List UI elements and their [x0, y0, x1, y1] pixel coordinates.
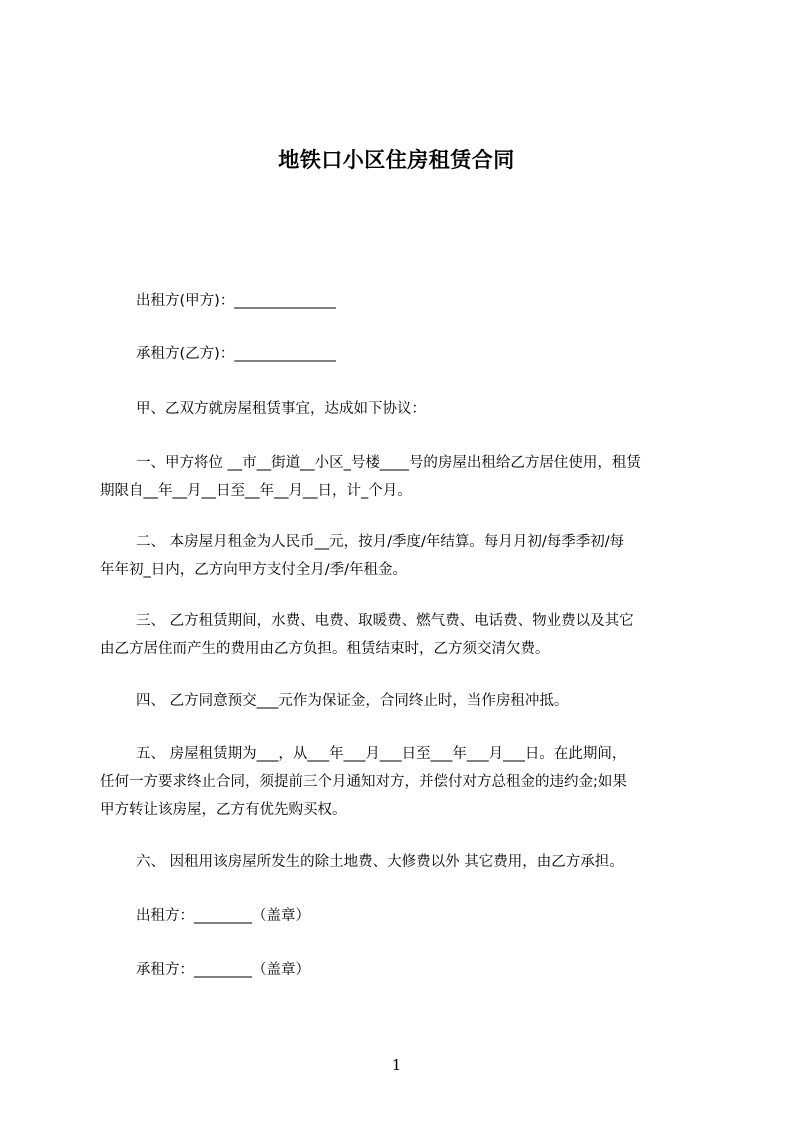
clause-5-line-3: 甲方转让该房屋，乙方有优先购买权。: [100, 802, 347, 818]
clause-4-line-1: 四、 乙方同意预交___元作为保证金，合同终止时，当作房租冲抵。: [136, 693, 569, 709]
agreement-intro: 甲、乙双方就房屋租赁事宜，达成如下协议：: [136, 401, 426, 417]
clause-1-line-1: 一、甲方将位 __市__街道__小区_号楼____号的房屋出租给乙方居住使用，租赁: [136, 455, 641, 471]
clause-1-line-2: 期限自__年__月__日至__年__月__日，计_个月。: [100, 483, 412, 499]
lessor-signature-line: 出租方：________（盖章）: [136, 908, 310, 924]
clause-3-line-1: 三、 乙方租赁期间，水费、电费、取暖费、燃气费、电话费、物业费以及其它: [136, 613, 634, 629]
clause-6-line-1: 六、 因租用该房屋所发生的除土地费、大修费以外 其它费用，由乙方承担。: [136, 854, 624, 870]
clause-5-line-1: 五、 房屋租赁期为___，从___年___月___日至___年___月___日。在此期间，: [136, 746, 627, 762]
clause-3-line-2: 由乙方居住而产生的费用由乙方负担。租赁结束时，乙方须交清欠费。: [100, 641, 550, 657]
lessor-line: 出租方(甲方)：______________: [136, 293, 336, 309]
lessee-signature-line: 承租方：________（盖章）: [136, 962, 310, 978]
clause-2-line-1: 二、 本房屋月租金为人民币__元，按月/季度/年结算。每月月初/每季季初/每: [136, 534, 625, 550]
document-title: 地铁口小区住房租赁合同: [278, 148, 515, 172]
clause-2-line-2: 年年初_日内，乙方向甲方支付全月/季/年租金。: [100, 562, 408, 578]
clause-5-line-2: 任何一方要求终止合同，须提前三个月通知对方，并偿付对方总租金的违约金;如果: [100, 774, 627, 790]
page-number: 1: [391, 1056, 402, 1074]
lessee-line: 承租方(乙方)：______________: [136, 346, 336, 362]
